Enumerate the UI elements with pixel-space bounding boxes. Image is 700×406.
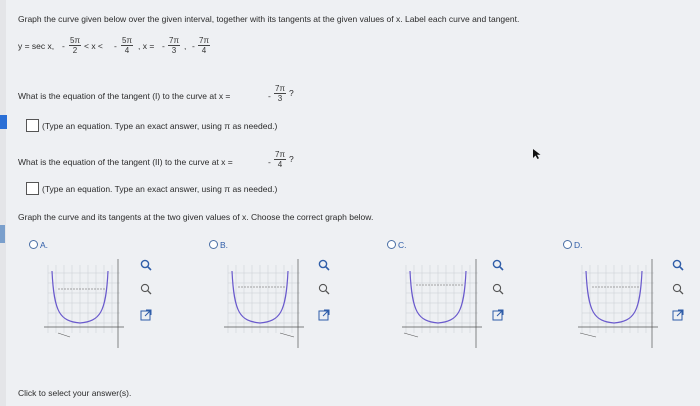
option-b-label[interactable]: B. bbox=[220, 240, 229, 250]
interval-lower-fraction: $\frac{5\pi}{2}$ bbox=[70, 36, 80, 55]
option-a-zoom-in-icon[interactable] bbox=[140, 259, 152, 271]
part2-prompt: What is the equation of the tangent (II) to the curve at x = bbox=[18, 157, 233, 167]
option-c-radio[interactable] bbox=[387, 240, 396, 249]
footer-instruction: Click to select your answer(s). bbox=[18, 388, 132, 398]
tangent1-answer-box[interactable] bbox=[26, 119, 39, 132]
tangent2-answer-box[interactable] bbox=[26, 182, 39, 195]
x1-fraction: $\frac{7\pi}{3}$ bbox=[169, 36, 179, 55]
instruction-text: Graph the curve given below over the given interval, together with its tangents at the given values of x. Label each curve and tangent. bbox=[18, 14, 520, 24]
option-b-external-link-icon[interactable] bbox=[318, 309, 330, 321]
option-d-zoom-out-icon[interactable] bbox=[672, 283, 684, 295]
option-d-graph bbox=[574, 253, 666, 353]
function-label: y = sec x, bbox=[18, 41, 55, 51]
option-b-zoom-out-icon[interactable] bbox=[318, 283, 330, 295]
part1-hint: (Type an equation. Type an exact answer, using π as needed.) bbox=[42, 121, 278, 131]
interval-upper-fraction: $\frac{5\pi}{4}$ bbox=[122, 36, 132, 55]
mouse-cursor-icon bbox=[532, 148, 542, 160]
option-b-zoom-in-icon[interactable] bbox=[318, 259, 330, 271]
part2-hint: (Type an equation. Type an exact answer, using π as needed.) bbox=[42, 184, 278, 194]
option-d-external-link-icon[interactable] bbox=[672, 309, 684, 321]
option-c-external-link-icon[interactable] bbox=[492, 309, 504, 321]
side-marker bbox=[0, 115, 7, 129]
option-c-zoom-in-icon[interactable] bbox=[492, 259, 504, 271]
x2-fraction: $\frac{7\pi}{4}$ bbox=[199, 36, 209, 55]
part1-prompt: What is the equation of the tangent (I) to the curve at x = bbox=[18, 91, 231, 101]
option-a-radio[interactable] bbox=[29, 240, 38, 249]
option-d-zoom-in-icon[interactable] bbox=[672, 259, 684, 271]
option-d-radio[interactable] bbox=[563, 240, 572, 249]
question-panel: Graph the curve given below over the given interval, together with its tangents at the given values of x. Label each curve and tangent. y = sec x, - $\frac{5\pi}{2}$ < x < - $\frac{5\pi}{4}$ , x = - $\frac{7\pi}{3}$ , - $\frac{7\pi}{4}$ What is the equation of the tangent (I) to the curve at x = - $\frac{7\pi}{3}$ ? (Type an equation. Type an exact answer, using π as needed.) What is the equation of the tangent (II) to the curve at x = - $\frac{7\pi}{4}$ ? (Type an equation. Type an exact answer, using π as needed.) Graph the curve and its tangents at the two given values of x. Choose the correct graph below. A. B. C. D. Click to select your answer(s). bbox=[6, 0, 700, 406]
option-a-graph bbox=[40, 253, 132, 353]
part3-prompt: Graph the curve and its tangents at the two given values of x. Choose the correct graph below. bbox=[18, 212, 374, 222]
option-c-graph bbox=[398, 253, 490, 353]
option-a-label[interactable]: A. bbox=[40, 240, 49, 250]
option-c-label[interactable]: C. bbox=[398, 240, 407, 250]
side-marker-lower bbox=[0, 225, 5, 243]
option-b-radio[interactable] bbox=[209, 240, 218, 249]
part1-fraction: $\frac{7\pi}{3}$ bbox=[275, 84, 285, 103]
option-a-external-link-icon[interactable] bbox=[140, 309, 152, 321]
option-b-graph bbox=[220, 253, 312, 353]
option-d-label[interactable]: D. bbox=[574, 240, 583, 250]
option-c-zoom-out-icon[interactable] bbox=[492, 283, 504, 295]
part2-fraction: $\frac{7\pi}{4}$ bbox=[275, 150, 285, 169]
option-a-zoom-out-icon[interactable] bbox=[140, 283, 152, 295]
